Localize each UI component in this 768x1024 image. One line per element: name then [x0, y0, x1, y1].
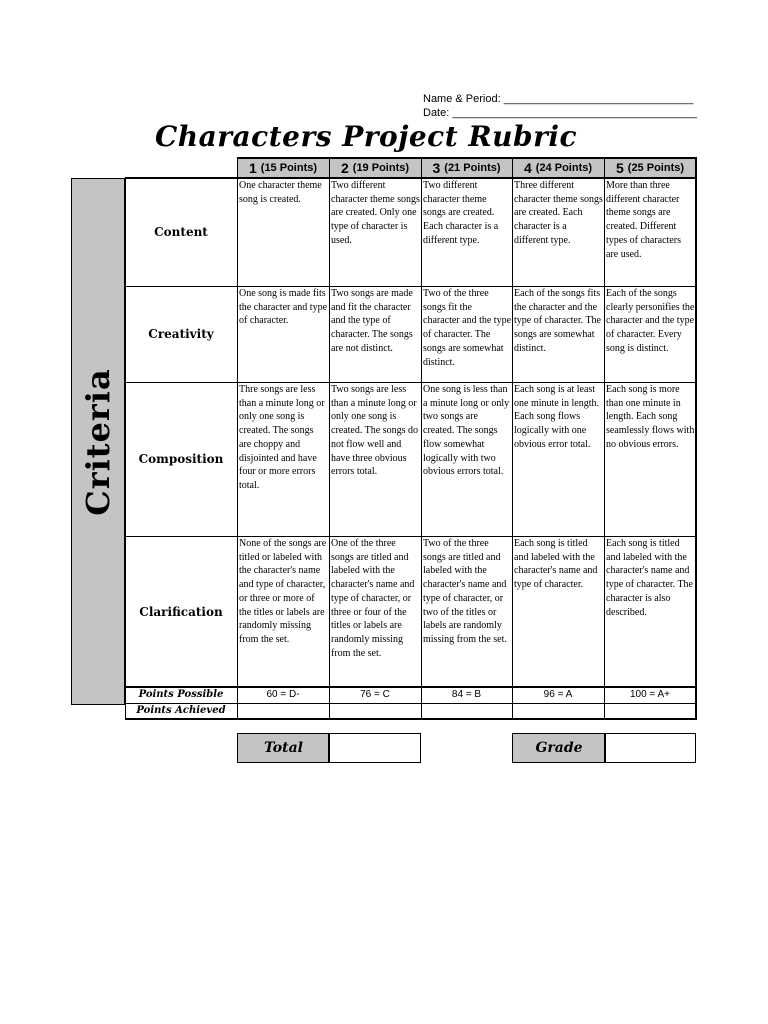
- clarification-cell-3: Two of the three songs are titled and labeled with the character's name and type of character, or two of the titles or labels are randomly missing from the set.: [423, 538, 507, 645]
- points-achieved-cell-1[interactable]: [237, 704, 329, 719]
- composition-cell-4: Each song is at least one minute in length. Each song flows logically with one obvious error total.: [514, 384, 599, 450]
- grid-v-2: [329, 157, 330, 719]
- content-cell-3: Two different character theme songs are created. Each character is a different type.: [423, 180, 499, 246]
- points-possible-3: 84 = B: [451, 689, 482, 700]
- points-possible-2: 76 = C: [360, 689, 390, 700]
- grid-v-right: [695, 157, 697, 719]
- points-possible-5: 100 = A+: [629, 689, 671, 700]
- content-cell-4: Three different character theme songs are created. Each character is a different type.: [514, 180, 603, 246]
- column-header-4: 4 (24 Points): [523, 159, 593, 176]
- grid-h-4: [125, 686, 697, 688]
- grid-h-3: [125, 536, 697, 537]
- row-label-content: Content: [154, 225, 208, 239]
- name-period-field: Name & Period: _______________________________: [423, 93, 694, 105]
- date-field: Date: ________________________________________: [423, 107, 698, 119]
- grid-h-5: [125, 703, 697, 704]
- column-header-1: 1 (15 Points): [248, 159, 318, 176]
- content-cell-5: More than three different character theme songs are created. Different types of characters are used.: [606, 180, 681, 260]
- composition-cell-5: Each song is more than one minute in length. Each song seamlessly flows with no obvious errors.: [606, 384, 695, 450]
- content-cell-1: One character theme song is created.: [239, 180, 322, 205]
- grid-h-header: [125, 177, 697, 179]
- row-label-clarification: Clarification: [139, 604, 223, 619]
- grid-v-1: [237, 157, 238, 719]
- total-value-box[interactable]: [328, 733, 421, 763]
- content-cell-2: Two different character theme songs are created. Only one type of character is used.: [331, 180, 420, 246]
- composition-cell-2: Two songs are less than a minute long or only one song is created. The songs do not flow well and have three obvious errors total.: [331, 384, 419, 478]
- points-possible-label: Points Possible: [138, 689, 224, 700]
- grade-value-box[interactable]: [604, 733, 696, 763]
- grid-v-label-left: [125, 178, 126, 719]
- total-label-box: Total: [237, 733, 330, 763]
- points-possible-1: 60 = D-: [266, 689, 300, 700]
- grid-h-1: [125, 286, 697, 287]
- grid-h-bottom: [125, 718, 697, 720]
- grid-h-top: [237, 157, 697, 159]
- criteria-sidebar: [71, 178, 125, 705]
- grid-h-2: [125, 382, 697, 383]
- points-achieved-cell-2[interactable]: [329, 704, 421, 719]
- points-achieved-cell-3[interactable]: [421, 704, 512, 719]
- composition-cell-3: One song is less than a minute long or only two songs are created. The songs flow somewhat logically with two obvious errors total.: [423, 384, 510, 478]
- composition-cell-1: Thre songs are less than a minute long or only one song is created. The songs are choppy and disjointed and have four or more errors total.: [239, 384, 325, 491]
- grid-v-5: [604, 157, 605, 719]
- column-header-3: 3 (21 Points): [432, 159, 501, 176]
- creativity-cell-4: Each of the songs fits the character and the type of character. The songs are somewhat distinct.: [514, 288, 601, 354]
- creativity-cell-5: Each of the songs clearly personifies the character and the type of character. Every song is distinct.: [606, 288, 695, 354]
- points-achieved-label: Points Achieved: [136, 705, 226, 716]
- points-possible-4: 96 = A: [543, 689, 573, 700]
- creativity-cell-3: Two of the three songs fit the character and the type of character. The songs are somewhat distinct.: [423, 288, 512, 368]
- creativity-cell-2: Two songs are made and fit the character and the type of character. The songs are not distinct.: [331, 288, 413, 354]
- points-achieved-cell-5[interactable]: [604, 704, 696, 719]
- criteria-label: Criteria: [79, 367, 117, 516]
- row-label-creativity: Creativity: [148, 327, 214, 341]
- column-header-5: 5 (25 Points): [615, 159, 685, 176]
- row-label-composition: Composition: [138, 452, 224, 466]
- creativity-cell-1: One song is made fits the character and type of character.: [239, 288, 328, 327]
- column-header-2: 2 (19 Points): [340, 159, 410, 176]
- clarification-cell-2: One of the three songs are titled and labeled with the character's name and type of character, or three or four of the titles or labels are randomly missing from the set.: [331, 538, 415, 659]
- grade-label-box: Grade: [512, 733, 606, 763]
- grid-v-3: [421, 157, 422, 719]
- page-title: Characters Project Rubric: [155, 120, 578, 153]
- clarification-cell-5: Each song is titled and labeled with the character's name and type of character. The character is also described.: [606, 538, 693, 618]
- grid-v-4: [512, 157, 513, 719]
- clarification-cell-1: None of the songs are titled or labeled with the character's name and type of character, or three or more of the titles or labels are randomly missing from the set.: [239, 538, 327, 645]
- clarification-cell-4: Each song is titled and labeled with the character's name and type of character.: [514, 538, 598, 591]
- points-achieved-cell-4[interactable]: [512, 704, 604, 719]
